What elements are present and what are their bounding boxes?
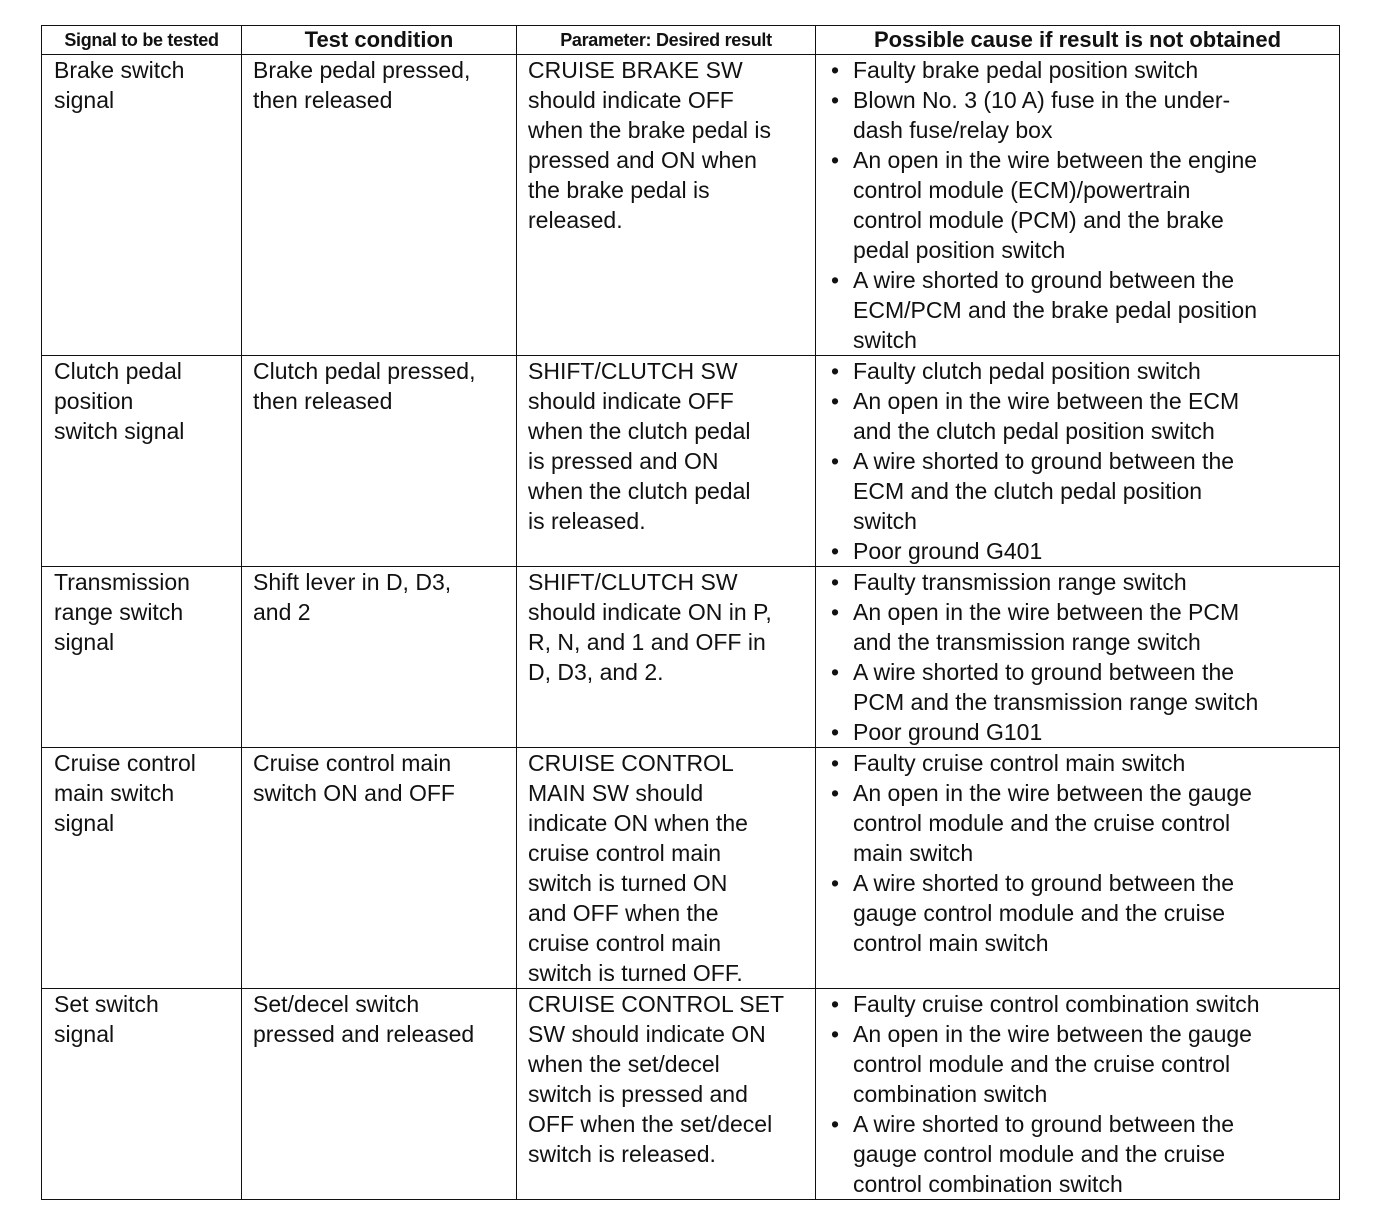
result-text: SHIFT/CLUTCH SW should indicate OFF when the clutch pedal is pressed and ON when the clutch pedal is released. [528,358,751,534]
causes-cell [816,55,1340,356]
table-row [42,567,1340,748]
result-cell [517,55,816,356]
table-row [42,989,1340,1200]
result-text: CRUISE CONTROL MAIN SW should indicate ON when the cruise control main switch is turned ON and OFF when the cruise control main switch is turned OFF. [528,750,748,986]
causes-cell [816,748,1340,989]
condition-cell [242,356,517,567]
cause-item: • An open in the wire between the engine control module (ECM)/powertrain control module (PCM) and the brake pedal position switch [827,145,1333,265]
cause-item: • A wire shorted to ground between the ECM and the clutch pedal position switch [827,446,1333,536]
condition-text: Set/decel switch pressed and released [253,991,475,1047]
condition-cell [242,748,517,989]
result-text: CRUISE CONTROL SET SW should indicate ON when the set/decel switch is pressed and OFF when the set/decel switch is released. [528,991,785,1167]
condition-cell [242,55,517,356]
signal-cell [42,356,242,567]
cause-item: • A wire shorted to ground between the gauge control module and the cruise control main switch [827,868,1333,958]
cause-item: • A wire shorted to ground between the ECM/PCM and the brake pedal position switch [827,265,1333,355]
condition-cell [242,989,517,1200]
signal-text: Clutch pedal position switch signal [54,358,185,444]
condition-text: Clutch pedal pressed, then released [253,358,476,414]
condition-text: Shift lever in D, D3, and 2 [253,569,452,625]
cause-item: • A wire shorted to ground between the PCM and the transmission range switch [827,657,1333,717]
signal-test-table [41,25,1340,1200]
table-row [42,356,1340,567]
table-row [42,748,1340,989]
cause-item: • Faulty cruise control main switch [827,748,1333,778]
signal-text: Brake switch signal [54,57,185,113]
header-signal: Signal to be tested [42,26,242,55]
cause-item: • An open in the wire between the ECM and the clutch pedal position switch [827,386,1333,446]
result-cell [517,989,816,1200]
cause-list [827,748,1333,958]
header-possible-cause: Possible cause if result is not obtained [816,26,1340,55]
cause-item: • Faulty clutch pedal position switch [827,356,1333,386]
result-text: SHIFT/CLUTCH SW should indicate ON in P, R, N, and 1 and OFF in D, D3, and 2. [528,569,772,685]
cause-item: • Poor ground G401 [827,536,1333,566]
cause-list [827,55,1333,355]
signal-cell [42,748,242,989]
result-cell [517,356,816,567]
header-test-condition: Test condition [242,26,517,55]
result-cell [517,567,816,748]
condition-text: Cruise control main switch ON and OFF [253,750,455,806]
signal-cell [42,567,242,748]
signal-cell [42,989,242,1200]
signal-text: Set switch signal [54,991,159,1047]
cause-item: • An open in the wire between the PCM and the transmission range switch [827,597,1333,657]
cause-item: • An open in the wire between the gauge control module and the cruise control main switch [827,778,1333,868]
cause-item: • An open in the wire between the gauge control module and the cruise control combination switch [827,1019,1333,1109]
result-cell [517,748,816,989]
causes-cell [816,356,1340,567]
cause-list [827,356,1333,566]
cause-item: • Poor ground G101 [827,717,1333,747]
causes-cell [816,989,1340,1200]
cause-item: • A wire shorted to ground between the gauge control module and the cruise control combination switch [827,1109,1333,1199]
signal-text: Transmission range switch signal [54,569,190,655]
signal-cell [42,55,242,356]
signal-text: Cruise control main switch signal [54,750,196,836]
condition-text: Brake pedal pressed, then released [253,57,471,113]
cause-item: • Blown No. 3 (10 A) fuse in the under- dash fuse/relay box [827,85,1333,145]
cause-list [827,567,1333,747]
cause-item: • Faulty brake pedal position switch [827,55,1333,85]
causes-cell [816,567,1340,748]
condition-cell [242,567,517,748]
cause-list [827,989,1333,1199]
table-header-row [42,26,1340,55]
header-parameter: Parameter: Desired result [517,26,816,55]
table-row [42,55,1340,356]
result-text: CRUISE BRAKE SW should indicate OFF when the brake pedal is pressed and ON when the brake pedal is released. [528,57,771,233]
cause-item: • Faulty transmission range switch [827,567,1333,597]
cause-item: • Faulty cruise control combination switch [827,989,1333,1019]
